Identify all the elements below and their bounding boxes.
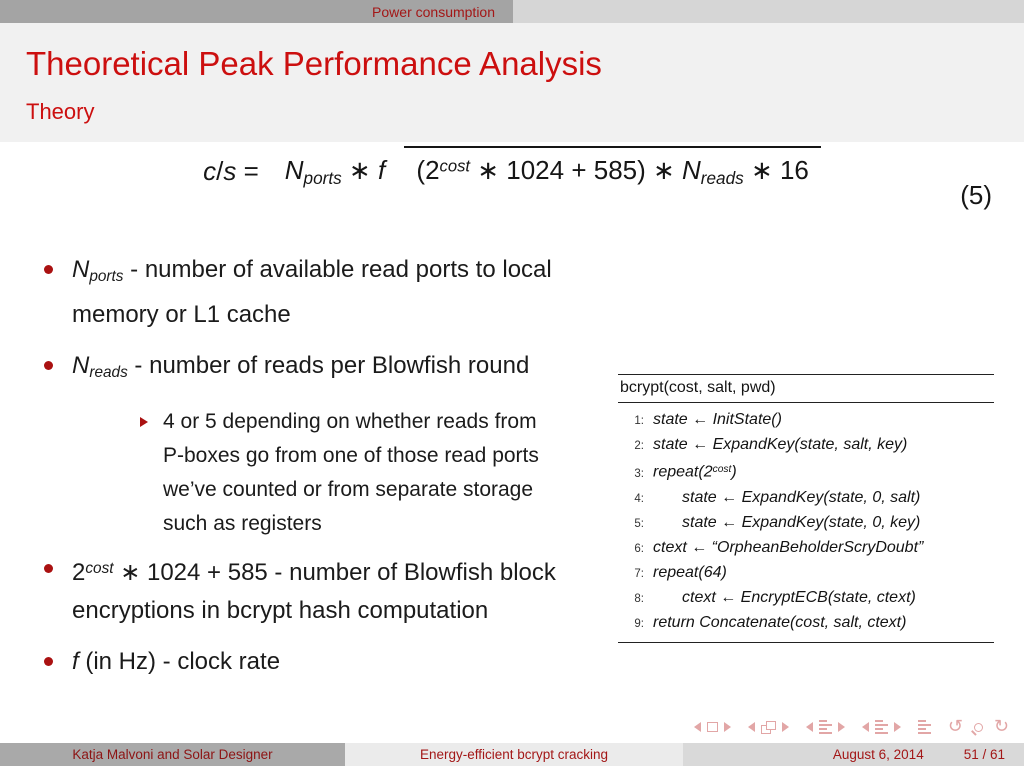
- list-item-text: $2^{cost}$ ∗ 1024 + 585 - number of Blowfish block encryptions in bcrypt hash computation: [72, 558, 556, 624]
- redo-icon[interactable]: ↻: [993, 716, 1009, 737]
- algorithm-line-number: 9:: [634, 617, 644, 630]
- algorithm-line-text: state ← ExpandKey(state, salt, key): [653, 436, 908, 453]
- algorithm-line: [618, 561, 994, 586]
- footer-authors: Katja Malvoni and Solar Designer: [72, 747, 273, 762]
- algorithm-line: [618, 511, 994, 536]
- undo-icon[interactable]: ↺: [947, 716, 963, 737]
- list-item-text: $N_{ports}$ - number of available read ports to local memory or L1 cache: [72, 256, 552, 328]
- footer-title-section: [345, 743, 683, 766]
- frame-navigation: [748, 721, 789, 734]
- list-item-nreads: [44, 347, 604, 392]
- list-subitem-reads-detail: [140, 405, 604, 541]
- equation-denominator: ($2^{cost}$ ∗ 1024 + 585) ∗ $N_{reads}$ ∗ 16: [404, 146, 820, 185]
- footer-date: August 6, 2014: [832, 747, 924, 762]
- frame-subtitle: Theory: [26, 99, 95, 124]
- footer-short-title: Energy-efficient bcrypt cracking: [419, 747, 609, 762]
- top-section-bar: [0, 0, 1024, 23]
- algorithm-line-number: 4:: [634, 492, 644, 505]
- list-item-clock-rate: [44, 643, 604, 681]
- footer-authors-section: [0, 743, 345, 766]
- header-band: [0, 23, 1024, 142]
- top-section-bar-active: [0, 0, 513, 23]
- equation-lhs: c/s =: [203, 156, 259, 187]
- section-label[interactable]: Power consumption: [372, 3, 495, 20]
- algorithm-line: [618, 586, 994, 611]
- algorithm-box: [618, 374, 994, 643]
- algorithm-line: [618, 486, 994, 511]
- tri-right-icon[interactable]: [782, 722, 789, 732]
- subsection-navigation: [862, 720, 901, 734]
- list-icon[interactable]: [819, 720, 832, 734]
- footer-date-section: [683, 743, 1024, 766]
- algorithm-line-text: state ← ExpandKey(state, 0, key): [682, 513, 921, 531]
- algorithm-line-number: 7:: [634, 567, 644, 580]
- algorithm-line-number: 8:: [634, 592, 644, 605]
- tri-right-icon[interactable]: [724, 722, 731, 732]
- algorithm-line-number: 1:: [634, 415, 644, 427]
- bullet-list: [44, 251, 604, 694]
- algorithm-line: [618, 536, 994, 561]
- tri-left-icon[interactable]: [748, 722, 755, 732]
- algorithm-line-text: ctext ← EncryptECB(state, ctext): [682, 588, 916, 606]
- list-item-encryptions: [44, 550, 604, 630]
- bullet-icon: [44, 657, 53, 666]
- frame-title: Theoretical Peak Performance Analysis: [26, 45, 602, 82]
- algorithm-line-text: state ← InitState(): [653, 411, 782, 428]
- list-icon[interactable]: [875, 720, 888, 734]
- tri-right-icon[interactable]: [838, 722, 845, 732]
- algorithm-line-text: state ← ExpandKey(state, 0, salt): [682, 488, 921, 506]
- section-navigation: [806, 720, 845, 734]
- algorithm-lines: [618, 403, 994, 642]
- equation-fraction: [273, 155, 821, 189]
- algorithm-line-number: 2:: [634, 440, 644, 452]
- algorithm-line-text: $repeat(2^{cost})$: [653, 463, 737, 481]
- list-item-text: 4 or 5 depending on whether reads from P-boxes go from one of those read ports we’ve counted or from separate storage such as registers: [163, 409, 539, 535]
- algorithm-line-number: 5:: [634, 517, 644, 530]
- algorithm-header: bcrypt(cost, salt, pwd): [620, 379, 776, 396]
- algorithm-line-text: repeat(64): [653, 563, 727, 581]
- footer-page-number: 51 / 61: [963, 747, 1005, 762]
- algorithm-line: [618, 433, 994, 458]
- navigation-symbols: [694, 716, 1009, 737]
- doc-icon[interactable]: [918, 720, 931, 734]
- algorithm-line-number: 3:: [634, 467, 644, 480]
- tri-left-icon[interactable]: [806, 722, 813, 732]
- equation: [0, 155, 1024, 189]
- tri-left-icon[interactable]: [694, 722, 701, 732]
- footer-bar: [0, 743, 1024, 766]
- list-item-nports: [44, 251, 604, 334]
- equation-number: (5): [960, 180, 992, 210]
- algorithm-line-number: 6:: [634, 542, 644, 555]
- squares-icon[interactable]: [761, 721, 776, 734]
- algorithm-line: [618, 611, 994, 636]
- tri-left-icon[interactable]: [862, 722, 869, 732]
- search-navigation: [947, 716, 1009, 737]
- algorithm-line: [618, 408, 994, 433]
- triangle-bullet-icon: [140, 417, 148, 427]
- slide-navigation: [694, 722, 731, 732]
- tri-right-icon[interactable]: [894, 722, 901, 732]
- algorithm-bottom-rule: [618, 642, 994, 643]
- equation-numerator: $N_{ports}$ ∗ f: [284, 155, 386, 188]
- bullet-icon: [44, 564, 53, 573]
- top-section-bar-rest: [513, 0, 1024, 23]
- appendix-navigation: [918, 720, 931, 734]
- algorithm-line: [618, 458, 994, 486]
- search-icon[interactable]: [974, 723, 983, 732]
- square-icon[interactable]: [707, 722, 718, 732]
- bullet-icon: [44, 361, 53, 370]
- list-item-text: $N_{reads}$ - number of reads per Blowfish round: [72, 351, 530, 381]
- list-item-text: f (in Hz) - clock rate: [72, 647, 281, 675]
- algorithm-line-text: return Concatenate(cost, salt, ctext): [653, 613, 907, 631]
- bullet-icon: [44, 265, 53, 274]
- algorithm-line-text: ctext ← “OrpheanBeholderScryDoubt”: [653, 538, 924, 556]
